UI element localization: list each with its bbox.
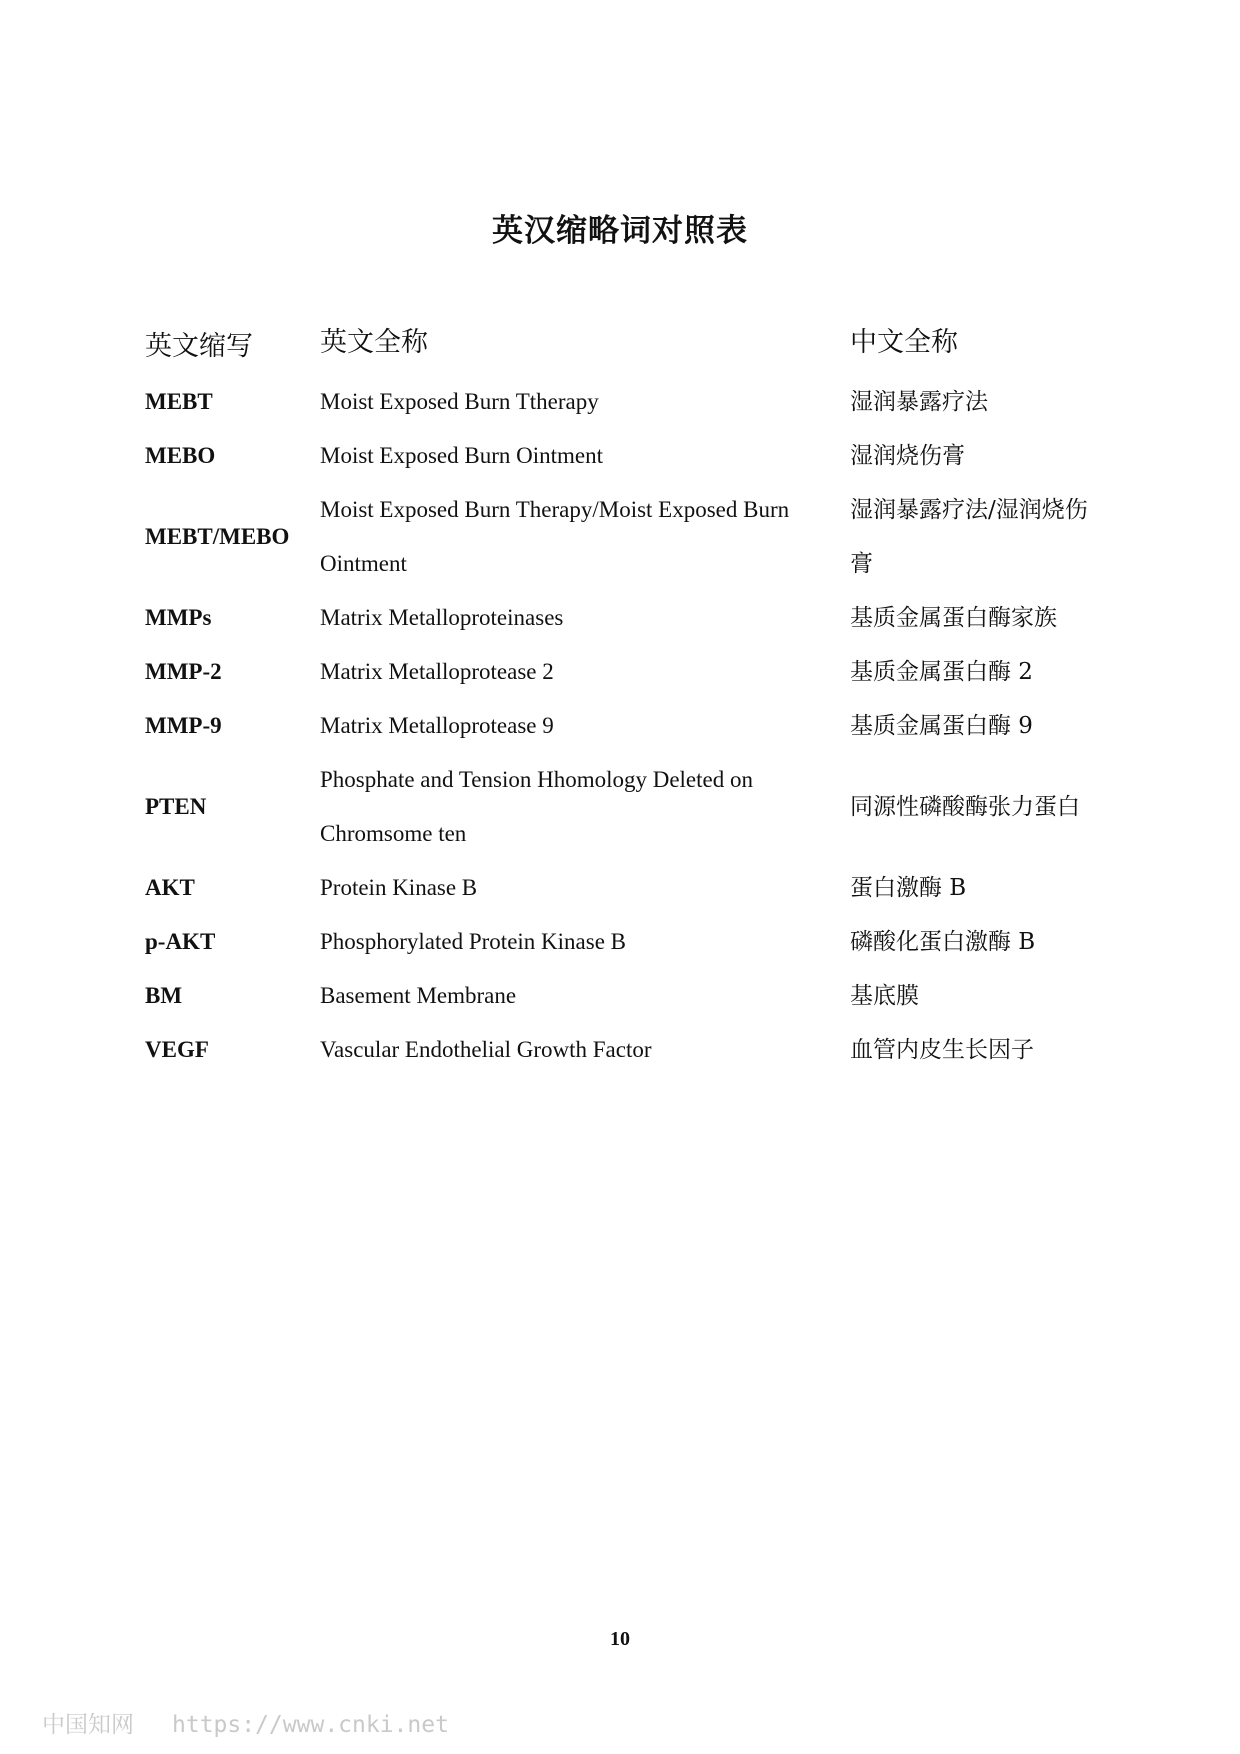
table-row	[145, 429, 1105, 483]
watermark	[42, 1706, 449, 1739]
english-cell: Matrix Metalloprotease 9	[320, 713, 554, 738]
abbr-cell: AKT	[145, 875, 195, 900]
watermark-name: 中国知网	[42, 1712, 134, 1738]
chinese-cell: 基质金属蛋白酶家族	[850, 605, 1057, 631]
table-row	[145, 483, 1105, 591]
chinese-cell: 同源性磷酸酶张力蛋白	[850, 794, 1080, 820]
table-row	[145, 915, 1105, 969]
english-cell: Phosphorylated Protein Kinase B	[320, 929, 626, 954]
table-header-row	[145, 313, 1105, 373]
abbr-cell: p-AKT	[145, 929, 216, 954]
header-chinese: 中文全称	[850, 327, 958, 358]
abbr-cell: MEBO	[145, 443, 216, 468]
chinese-cell: 基质金属蛋白酶 2	[850, 659, 1033, 685]
watermark-url: https://www.cnki.net	[172, 1712, 449, 1738]
header-english: 英文全称	[320, 327, 428, 358]
english-cell: Protein Kinase B	[320, 875, 478, 900]
english-cell: Phosphate and Tension Hhomology Deleted on Chromsome ten	[320, 767, 753, 846]
chinese-cell: 基质金属蛋白酶 9	[850, 713, 1033, 739]
abbreviation-table	[145, 313, 1105, 1077]
english-cell: Matrix Metalloproteinases	[320, 605, 564, 630]
chinese-cell: 磷酸化蛋白激酶 B	[850, 929, 1036, 955]
chinese-cell: 湿润烧伤膏	[850, 443, 965, 469]
table-row	[145, 699, 1105, 753]
header-abbr: 英文缩写	[145, 330, 253, 362]
english-cell: Moist Exposed Burn Therapy/Moist Exposed Burn Ointment	[320, 497, 790, 576]
table-row	[145, 1023, 1105, 1077]
table-body	[145, 375, 1105, 1077]
chinese-cell: 湿润暴露疗法	[850, 389, 988, 415]
chinese-cell: 血管内皮生长因子	[850, 1037, 1034, 1063]
abbr-cell: PTEN	[145, 794, 207, 819]
page-number: 10	[610, 1628, 630, 1650]
english-cell: Matrix Metalloprotease 2	[320, 659, 554, 684]
chinese-cell: 湿润暴露疗法/湿润烧伤膏	[850, 497, 1088, 577]
chinese-cell: 基底膜	[850, 983, 919, 1009]
english-cell: Vascular Endothelial Growth Factor	[320, 1037, 652, 1062]
english-cell: Moist Exposed Burn Ttherapy	[320, 389, 599, 414]
abbr-cell: MEBT	[145, 389, 213, 414]
abbr-cell: MMP-2	[145, 659, 222, 684]
abbr-cell: MMP-9	[145, 713, 222, 738]
abbr-cell: MMPs	[145, 605, 212, 630]
abbr-cell: BM	[145, 983, 183, 1008]
english-cell: Moist Exposed Burn Ointment	[320, 443, 604, 468]
abbr-cell: VEGF	[145, 1037, 209, 1062]
chinese-cell: 蛋白激酶 B	[850, 875, 967, 901]
table-row	[145, 969, 1105, 1023]
table-row	[145, 375, 1105, 429]
table-row	[145, 591, 1105, 645]
english-cell: Basement Membrane	[320, 983, 517, 1008]
table-row	[145, 645, 1105, 699]
abbr-cell: MEBT/MEBO	[145, 524, 290, 549]
table-row	[145, 753, 1105, 861]
table-row	[145, 861, 1105, 915]
page-title: 英汉缩略词对照表	[492, 213, 748, 249]
